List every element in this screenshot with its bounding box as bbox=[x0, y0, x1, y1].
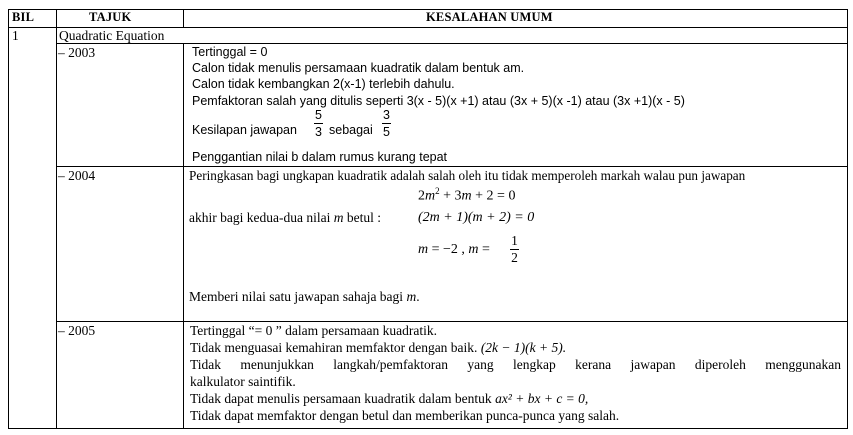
sol-var-m1: m bbox=[418, 242, 429, 257]
line2-expression: (2k − 1)(k + 5). bbox=[480, 340, 567, 355]
fraction-numerator: 5 bbox=[315, 108, 322, 122]
akhir-line bbox=[189, 210, 381, 225]
year-2003: – 2003 bbox=[58, 45, 96, 60]
header-bil: BIL bbox=[12, 10, 35, 24]
table-left-border bbox=[8, 9, 9, 429]
sol-equals: = bbox=[478, 242, 490, 257]
error-2005-line-5 bbox=[190, 391, 588, 406]
sebagai-text: sebagai bbox=[329, 123, 373, 137]
row-2004-bottom-border bbox=[56, 321, 848, 322]
akhir-suffix: betul : bbox=[343, 210, 381, 225]
akhir-prefix: akhir bagi kedua-dua nilai bbox=[189, 210, 334, 225]
error-2005-line-4: kalkulator saintifik. bbox=[190, 374, 296, 389]
eq-middle: + 3 bbox=[439, 188, 462, 204]
memberi-line bbox=[189, 289, 420, 304]
error-2005-line-6: Tidak dapat memfaktor dengan betul dan memberikan punca-punca yang salah. bbox=[190, 408, 620, 423]
row-number: 1 bbox=[12, 28, 19, 43]
akhir-var-m: m bbox=[333, 210, 344, 225]
line5-expression: ax² + bx + c = 0, bbox=[495, 391, 589, 406]
fraction-numerator: 1 bbox=[511, 233, 518, 248]
line5-prefix: Tidak dapat menulis persamaan kuadratik dalam bentuk bbox=[190, 391, 496, 406]
error-2005-line-1: Tertinggal “= 0 ” dalam persamaan kuadratik. bbox=[190, 323, 437, 338]
fraction-denominator: 5 bbox=[383, 125, 390, 139]
table-right-border bbox=[847, 9, 848, 429]
year-2004: – 2004 bbox=[58, 168, 96, 183]
fraction-five-thirds bbox=[314, 108, 323, 139]
topic-row-bottom-border bbox=[56, 43, 848, 44]
header-tajuk: TAJUK bbox=[89, 10, 132, 24]
equation-factored: (2m + 1)(m + 2) = 0 bbox=[418, 210, 535, 225]
tajuk-right-border-lower bbox=[183, 43, 184, 429]
fraction-denominator: 2 bbox=[511, 250, 518, 265]
fraction-bar bbox=[382, 123, 391, 124]
fraction-one-half bbox=[510, 234, 519, 265]
fraction-three-fifths bbox=[382, 108, 391, 139]
error-2005-line-3: Tidak menunjukkan langkah/pemfaktoran yang lengkap kerana jawapan diperoleh menggunakan bbox=[190, 357, 841, 372]
sol-var-m2: m bbox=[468, 242, 479, 257]
fraction-bar bbox=[314, 123, 323, 124]
year-2005: – 2005 bbox=[58, 323, 96, 338]
eq-var-m2: m bbox=[461, 188, 472, 204]
eq-coefficient: 2 bbox=[418, 188, 425, 204]
error-2003-line-3: Calon tidak kembangkan 2(x-1) terlebih dahulu. bbox=[192, 77, 455, 91]
topic-title: Quadratic Equation bbox=[59, 28, 165, 43]
header-kesalahan-umum: KESALAHAN UMUM bbox=[426, 10, 553, 24]
equation-solutions bbox=[418, 242, 490, 257]
error-2003-line-4: Pemfaktoran salah yang ditulis seperti 3(x - 5)(x +1) atau (3x + 5)(x -1) atau (3x +1)(x - 5) bbox=[192, 94, 685, 108]
memberi-var-m: m bbox=[406, 289, 417, 304]
error-2004-line-1: Peringkasan bagi ungkapan kuadratik adalah salah oleh itu tidak memperoleh markah walau pun jawapan bbox=[189, 168, 746, 183]
fraction-numerator: 3 bbox=[383, 108, 390, 122]
sol-value-1: = −2 , bbox=[428, 242, 469, 257]
eq-end: + 2 = 0 bbox=[471, 188, 516, 204]
line2-prefix: Tidak menguasai kemahiran memfaktor dengan baik. bbox=[190, 340, 481, 355]
kesilapan-prefix: Kesilapan jawapan bbox=[192, 123, 297, 137]
error-2005-line-2 bbox=[190, 340, 566, 355]
fraction-denominator: 3 bbox=[315, 125, 322, 139]
error-2003-last-line: Penggantian nilai b dalam rumus kurang tepat bbox=[192, 150, 448, 164]
equation-quadratic bbox=[418, 184, 515, 204]
error-2003-line-2: Calon tidak menulis persamaan kuadratik dalam bentuk am. bbox=[192, 61, 525, 75]
tajuk-right-border bbox=[183, 9, 184, 28]
error-2003-line-1: Tertinggal = 0 bbox=[192, 45, 268, 59]
eq-var-m: m bbox=[425, 188, 436, 204]
memberi-suffix: . bbox=[416, 289, 420, 304]
table-bottom-border bbox=[8, 428, 848, 429]
bil-right-border bbox=[56, 9, 57, 429]
memberi-prefix: Memberi nilai satu jawapan sahaja bagi bbox=[189, 289, 407, 304]
eq-exponent: 2 bbox=[435, 186, 440, 196]
row-2003-bottom-border bbox=[56, 166, 848, 167]
